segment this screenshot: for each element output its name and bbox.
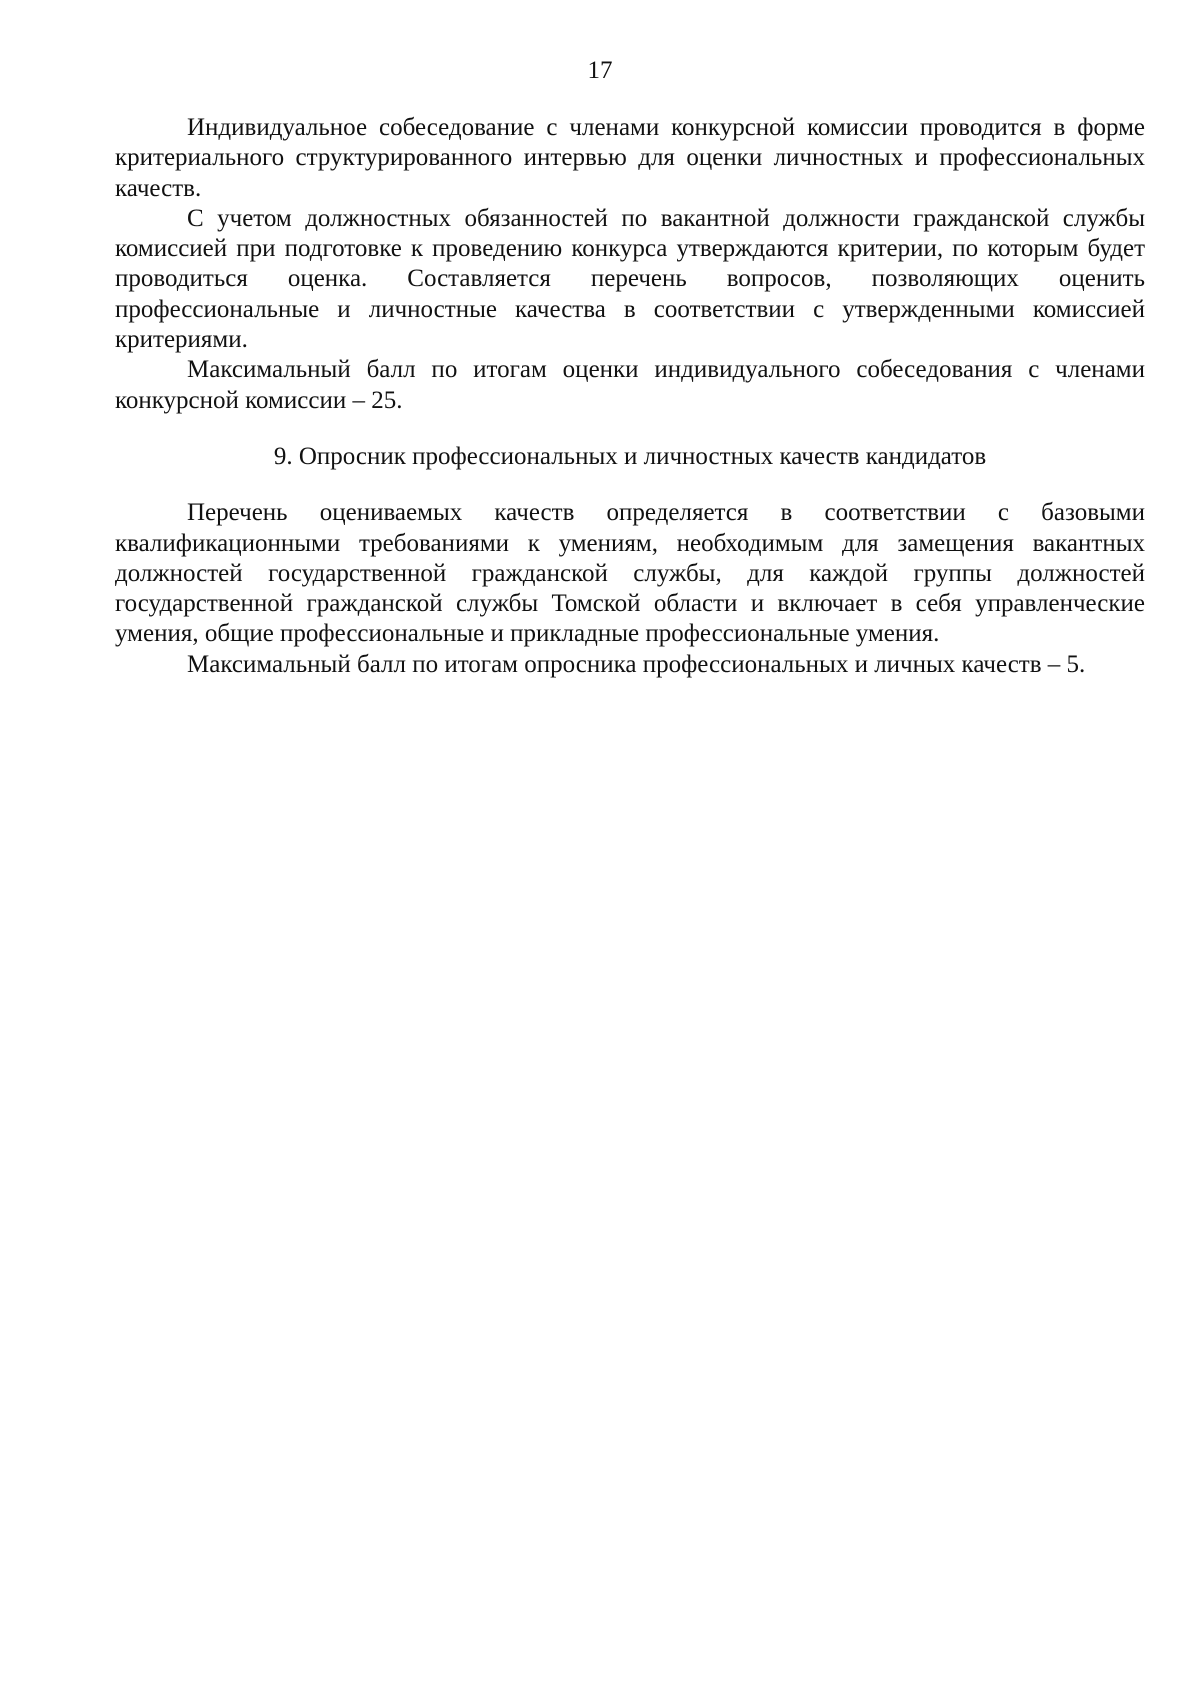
paragraph-criteria: С учетом должностных обязанностей по вакантной должности гражданской службы комиссией при подготовке к проведению конкурса утверждаются критерии, по которым будет проводиться оценка. Составляется перечень вопросов, позволяющих оценить профессиональные и личностные качества в соответствии с утвержденными комиссией критериями.: [115, 204, 1145, 354]
page-number: 17: [587, 57, 613, 84]
paragraph-interview-max-score: Максимальный балл по итогам оценки индивидуального собеседования с членами конкурсной комиссии – 25.: [115, 356, 1145, 414]
document-body: [115, 113, 1145, 680]
paragraph-qualities-list: Перечень оцениваемых качеств определяется в соответствии с базовыми квалификационными требованиями к умениям, необходимым для замещения вакантных должностей государственной гражданской службы, для каждой группы должностей государственной гражданской службы Томской области и включает в себя управленческие умения, общие профессиональные и прикладные профессиональные умения.: [115, 499, 1145, 648]
paragraph-interview-format: Индивидуальное собеседование с членами конкурсной комиссии проводится в форме критериального структурированного интервью для оценки личностных и профессиональных качеств.: [115, 114, 1145, 202]
paragraph-questionnaire-max-score: Максимальный балл по итогам опросника профессиональных и личных качеств – 5.: [187, 650, 1086, 678]
section-heading: 9. Опросник профессиональных и личностных качеств кандидатов: [273, 442, 987, 470]
